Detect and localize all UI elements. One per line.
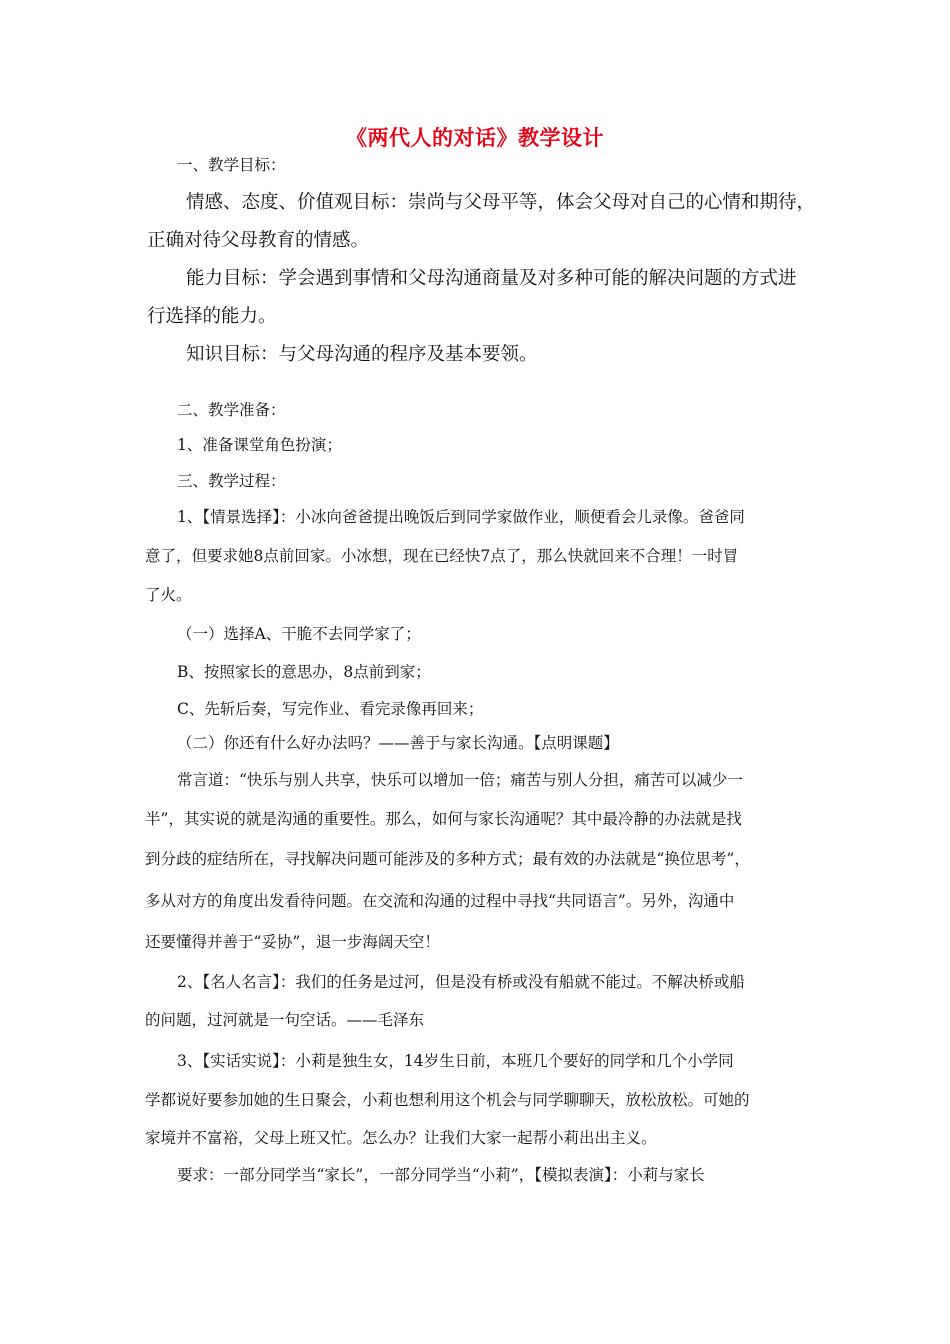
truth-paragraph-line-2: 学都说好要参加她的生日聚会，小莉也想利用这个机会与同学聊聊天，放松放松。可她的 [145,1091,750,1109]
requirement-line: 要求：一部分同学当“家长”，一部分同学当“小莉”，【模拟表演】：小莉与家长 [177,1166,705,1184]
saying-paragraph-line-2: 半”，其实说的就是沟通的重要性。那么，如何与家长沟通呢？其中最冷静的办法就是找 [145,810,742,828]
goal-ability-line-2: 行选择的能力。 [147,306,277,327]
section-heading-goals: 一、教学目标： [177,156,286,174]
goal-emotion-line-1: 情感、态度、价值观目标：崇尚与父母平等，体会父母对自己的心情和期待， [186,192,816,213]
goal-knowledge-line: 知识目标：与父母沟通的程序及基本要领。 [186,344,538,365]
saying-paragraph-line-3: 到分歧的症结所在，寻找解决问题可能涉及的多种方式；最有效的办法就是“换位思考”， [145,850,750,868]
saying-paragraph-line-5: 还要懂得并善于“妥协”，退一步海阔天空！ [145,933,440,951]
quote-paragraph-line-1: 2、【名人名言】：我们的任务是过河，但是没有桥或没有船就不能过。不解决桥或船 [177,973,745,991]
section-heading-preparation: 二、教学准备： [177,401,286,419]
scenario-paragraph-line-1: 1、【情景选择】：小冰向爸爸提出晚饭后到同学家做作业，顺便看会儿录像。爸爸同 [177,508,745,526]
quote-paragraph-line-2: 的问题，过河就是一句空话。——毛泽东 [145,1011,425,1029]
other-solution-line: （二）你还有什么好办法吗？——善于与家长沟通。【点明课题】 [177,734,619,752]
goal-ability-line-1: 能力目标：学会遇到事情和父母沟通商量及对多种可能的解决问题的方式进 [186,268,797,289]
scenario-paragraph-line-3: 了火。 [145,586,192,604]
goal-emotion-line-2: 正确对待父母教育的情感。 [147,230,370,251]
document-title: 《两代人的对话》教学设计 [346,126,604,150]
choice-b: B、按照家长的意思办，8点前到家； [177,663,431,681]
truth-paragraph-line-1: 3、【实话实说】：小莉是独生女，14岁生日前，本班几个要好的同学和几个小学同 [177,1052,734,1070]
choice-c: C、先斩后奏，写完作业、看完录像再回来； [177,700,484,718]
truth-paragraph-line-3: 家境并不富裕，父母上班又忙。怎么办？让我们大家一起帮小莉出出主义。 [145,1129,657,1147]
scenario-paragraph-line-2: 意了，但要求她8点前回家。小冰想，现在已经快7点了，那么快就回来不合理！一时冒 [145,547,739,565]
saying-paragraph-line-1: 常言道：“快乐与别人共享，快乐可以增加一倍；痛苦与别人分担，痛苦可以减少一 [177,771,743,789]
section-heading-process: 三、教学过程： [177,472,286,490]
saying-paragraph-line-4: 多从对方的角度出发看待问题。在交流和沟通的过程中寻找“共同语言”。另外，沟通中 [145,892,735,910]
preparation-item-1: 1、准备课堂角色扮演； [177,436,342,454]
choice-a: （一）选择A、干脆不去同学家了； [177,625,421,643]
